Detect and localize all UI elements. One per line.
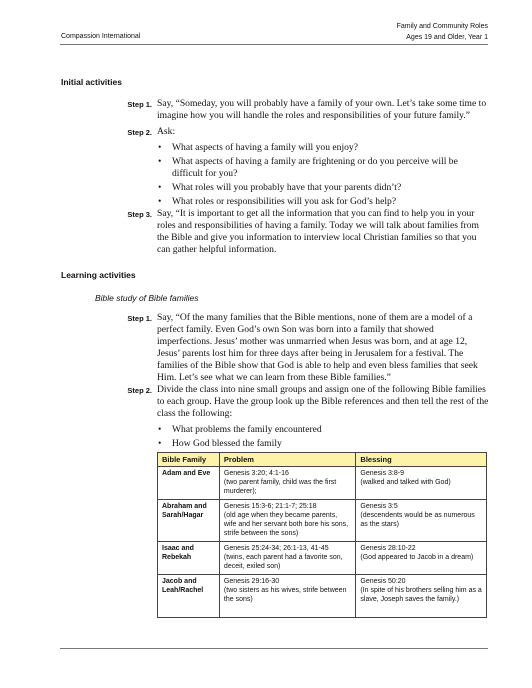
list-item: • What roles or responsibilities will you ask for God’s help? <box>158 196 397 207</box>
bullet-icon: • <box>158 438 162 449</box>
list-item: • How God blessed the family <box>158 438 282 449</box>
table-row <box>158 467 487 500</box>
cell-blessing: Genesis 3:5 (descendents would be as numerous as the stars) <box>356 500 487 542</box>
learning-activities-title: Learning activities <box>61 270 136 280</box>
cell-family: Isaac and Rebekah <box>158 542 220 575</box>
bible-study-subtitle: Bible study of Bible families <box>95 293 199 303</box>
list-item: • What aspects of having a family will you enjoy? <box>158 142 358 153</box>
learning-step2-bullets <box>157 424 490 452</box>
bullet-icon: • <box>158 196 162 207</box>
initial-step2-bullets <box>157 142 490 210</box>
header-title-line1: Family and Community Roles <box>396 23 488 30</box>
cell-blessing: Genesis 28:10-22 (God appeared to Jacob in a dream) <box>356 542 487 575</box>
learning-step1-label: Step 1. <box>127 314 152 323</box>
learning-step1-text: Say, “Of the many families that the Bible mentions, none of them are a model of a perfect family. Even God’s own Son was born into a family that showed imperfections. Jesus’ mother was unmarried when Jesus was born, and at age 12, Jesus’ parents lost him for three days after being in Jerusalem for a festival. The families of the Bible show that God is able to help and even bless families that seek Him. Let’s see what we can learn from these Bible families.” <box>157 312 478 383</box>
bullet-icon: • <box>158 424 162 435</box>
learning-step2-text: Divide the class into nine small groups and assign one of the following Bible families to each group. Have the group look up the Bible references and then tell the rest of the class the following: <box>157 384 489 419</box>
table-row <box>158 575 487 618</box>
page-header-title <box>397 21 488 43</box>
cell-blessing: Genesis 3:8-9 (walked and talked with God) <box>356 467 487 500</box>
bible-families-table <box>157 452 487 618</box>
initial-step2-text: Ask: <box>157 126 176 137</box>
list-item: • What roles will you probably have that your parents didn’t? <box>158 182 402 193</box>
cell-blessing: Genesis 50:20 (In spite of his brothers selling him as a slave, Joseph saves the family.) <box>356 575 487 618</box>
initial-step2-label: Step 2. <box>127 128 152 137</box>
cell-family: Jacob and Leah/Rachel <box>158 575 220 618</box>
cell-problem: Genesis 15:3-6; 21:1-7; 25:18 (old age when they became parents, wife and her servant both bore his sons, strife between the sons) <box>219 500 355 542</box>
cell-problem: Genesis 25:24-34; 26:1-13, 41-45 (twins, each parent had a favorite son, deceit, exiled son) <box>219 542 355 575</box>
initial-activities-title: Initial activities <box>61 77 122 87</box>
initial-step1-text: Say, “Someday, you will probably have a family of your own. Let’s take some time to imagine how you will handle the roles and responsibilities of your future family.” <box>157 98 487 121</box>
table-header-family: Bible Family <box>158 453 220 467</box>
bullet-icon: • <box>158 182 162 193</box>
table-header-problem: Problem <box>219 453 355 467</box>
cell-problem: Genesis 29:16-30 (two sisters as his wives, strife between the sons) <box>219 575 355 618</box>
cell-problem: Genesis 3:20; 4:1-16 (two parent family, child was the first murderer); <box>219 467 355 500</box>
table-header-blessing: Blessing <box>356 453 487 467</box>
cell-family: Adam and Eve <box>158 467 220 500</box>
table-header-row <box>158 453 487 467</box>
header-title-line2: Ages 19 and Older, Year 1 <box>406 34 488 41</box>
initial-step3-text: Say, “It is important to get all the information that you can find to help you in your roles and responsibilities of having a family. Today we will talk about families from the Bible and give you information to interview local Christian families so that you can gather helpful information. <box>157 208 479 255</box>
list-item: • What problems the family encountered <box>158 424 322 435</box>
initial-step3-label: Step 3. <box>127 210 152 219</box>
learning-step2-label: Step 2. <box>127 386 152 395</box>
header-rule <box>60 44 488 45</box>
list-item: • What aspects of having a family are frightening or do you perceive will be difficult for you? <box>158 156 458 179</box>
bullet-icon: • <box>158 156 162 167</box>
page-header-org: Compassion International <box>61 33 141 40</box>
initial-step1-label: Step 1. <box>127 100 152 109</box>
cell-family: Abraham and Sarah/Hagar <box>158 500 220 542</box>
footer-rule <box>60 648 488 649</box>
bullet-icon: • <box>158 142 162 153</box>
table-row <box>158 500 487 542</box>
table-row <box>158 542 487 575</box>
